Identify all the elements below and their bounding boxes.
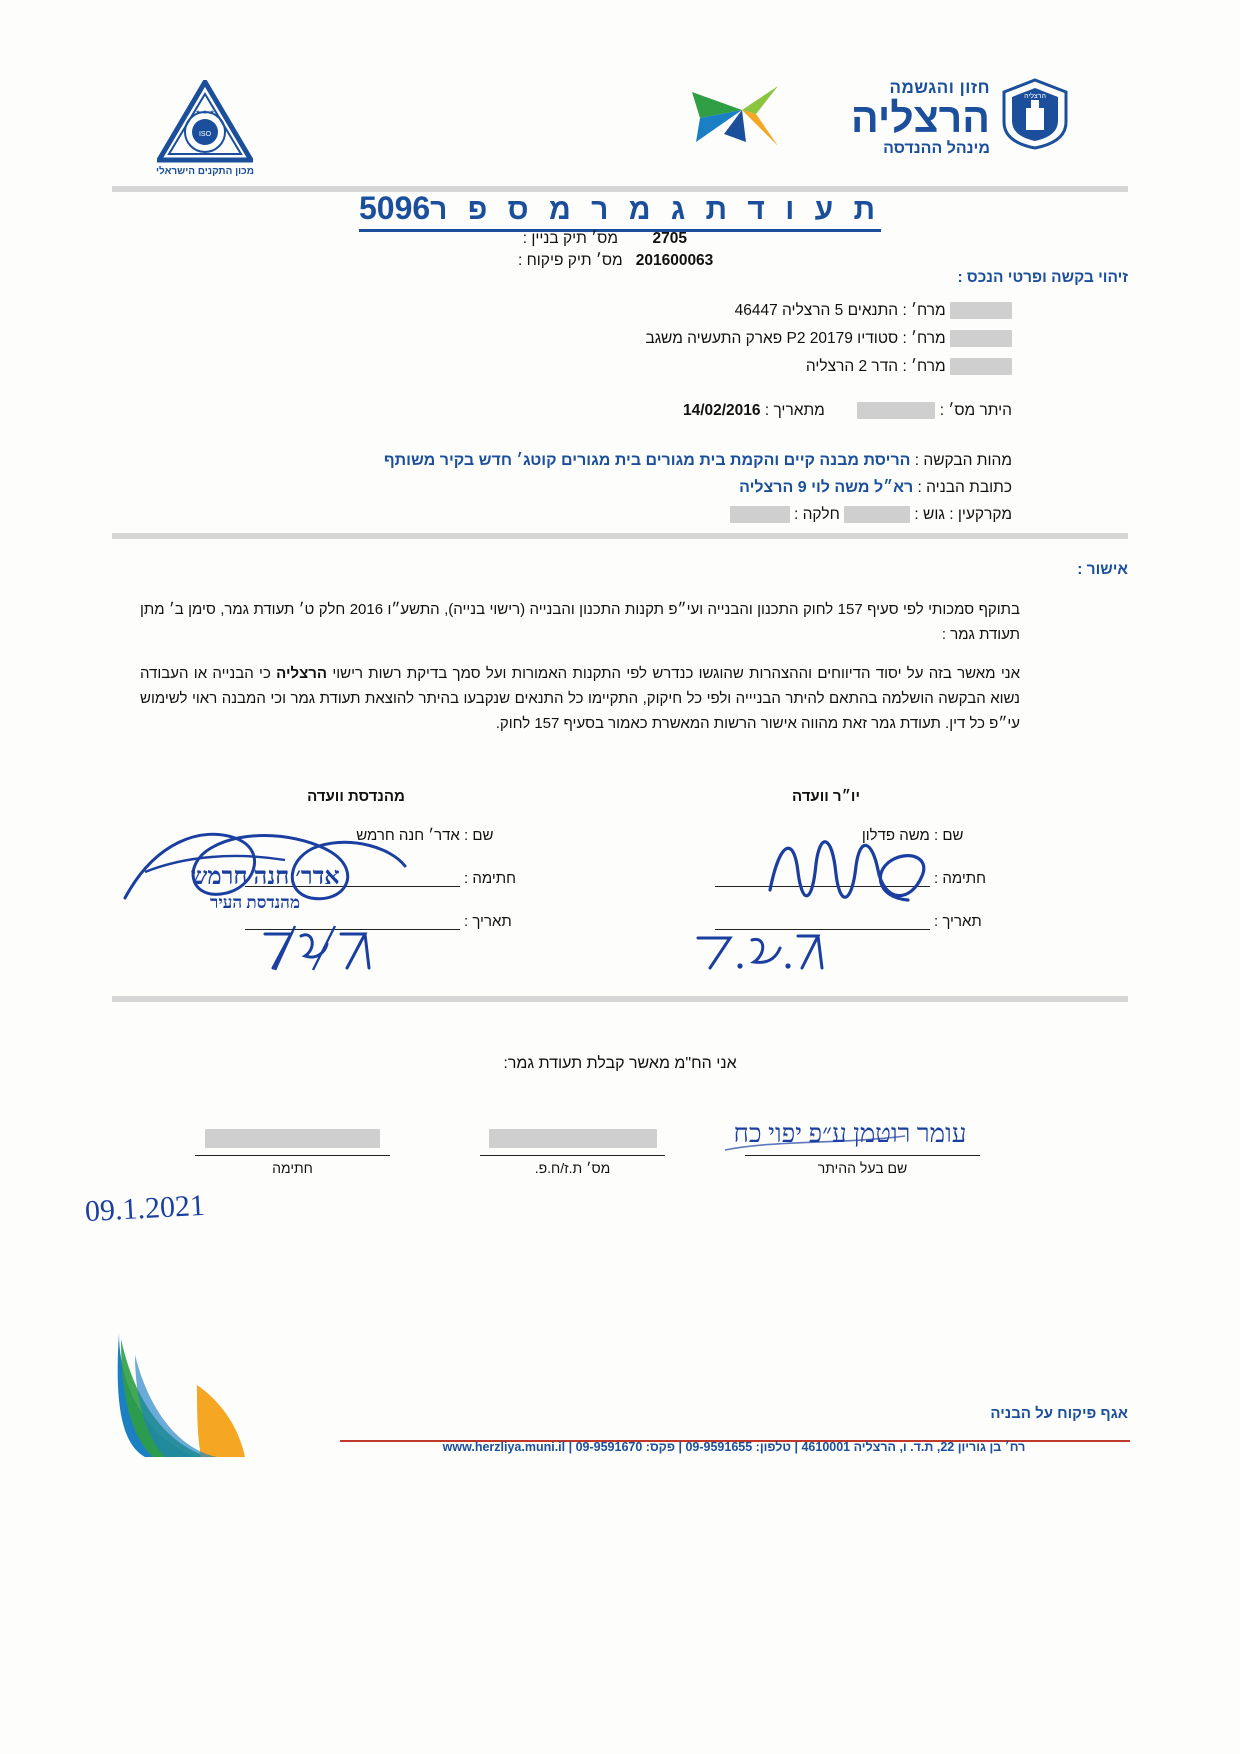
- engineer-signature-line[interactable]: [245, 872, 460, 887]
- chairman-date-row: [640, 913, 1012, 930]
- block-label: גוש :: [914, 506, 945, 523]
- municipality-division: מינהל ההנדסה: [883, 139, 990, 157]
- redaction-box: [950, 330, 1012, 347]
- engineer-date-label: תאריך :: [464, 913, 512, 930]
- page-title: [0, 190, 1240, 227]
- divider-bottom: [112, 996, 1128, 1002]
- permit-label: היתר מס׳ :: [939, 402, 1012, 419]
- identification-heading: זיהוי בקשה ופרטי הנכס :: [957, 269, 1128, 286]
- land-row: [0, 506, 1012, 524]
- request-nature-label: מהות הבקשה :: [914, 452, 1012, 469]
- receipt-id-field[interactable]: [480, 1125, 665, 1176]
- engineer-name-label: שם :: [464, 827, 494, 844]
- receipt-owner-line[interactable]: [745, 1125, 980, 1156]
- receipt-signature-field[interactable]: [195, 1125, 390, 1176]
- engineer-role: מהנדסת וועדה: [307, 788, 405, 805]
- svg-text:ISO: ISO: [198, 131, 212, 138]
- supervision-file-value: 201600063: [635, 252, 714, 269]
- building-file-line: [0, 230, 1240, 248]
- receipt-owner-label: שם בעל ההיתר: [817, 1160, 908, 1176]
- engineer-name-value: אדר׳ חנה חרמש: [356, 827, 460, 844]
- address-value-2: סטודיו P2 20179 פארק התעשיה משגב: [645, 330, 899, 347]
- engineer-date-row: [170, 913, 542, 930]
- footer-department: [0, 1405, 1128, 1422]
- approval-p2-part-b: כי הבנייה או העבודה נשוא הבקשה הושלמה בהתאם להיתר הבניייה ולפי כל חיקוק, התקיימו כל התנאים שנקבעו בהיתר להוצאת תעודת גמר וכי המבנה ראוי לשימוש עי״פ כל דין. תעודת גמר זאת מהווה אישור הרשות המאשרת כאמור בסעיף 157 לחוק.: [140, 665, 1020, 732]
- permit-date-label: מתאריך :: [764, 402, 825, 419]
- building-file-label: מס׳ תיק בניין :: [522, 230, 618, 247]
- address-row-1: [0, 302, 1012, 320]
- chairman-signature-line[interactable]: [715, 872, 930, 887]
- receipt-signature-label: חתימה: [272, 1160, 313, 1176]
- supervision-file-label: מס׳ תיק פיקוח :: [517, 252, 623, 269]
- building-address-row: [0, 479, 1012, 497]
- redaction-box: [950, 358, 1012, 375]
- block-redaction-box: [844, 506, 910, 523]
- receipt-signature-line[interactable]: [195, 1125, 390, 1156]
- svg-text:★ ★ ★: ★ ★ ★: [195, 110, 215, 116]
- footer-contact: רח׳ בן גוריון 22, ת.ד. ו, הרצליה 4610001 | טלפון: 09-9591655 | פקס: 09-9591670 | www.herzliya.muni.il: [442, 1440, 1026, 1454]
- address-value-1: התנאים 5 הרצליה 46447: [734, 302, 899, 319]
- engineer-signature-label: חתימה :: [464, 870, 516, 887]
- receipt-owner-field[interactable]: [745, 1125, 980, 1176]
- receipt-handwritten-date: 09.1.2021: [84, 1188, 206, 1229]
- municipality-name: הרצליה: [851, 95, 990, 141]
- chairman-role: יו״ר וועדה: [792, 788, 860, 805]
- chairman-date-line[interactable]: [715, 915, 930, 930]
- document-header: [0, 70, 1240, 190]
- signature-block-chairman: [640, 788, 1012, 956]
- address-label-1: מרח׳ :: [902, 302, 946, 319]
- parcel-label: חלקה :: [793, 506, 840, 523]
- request-nature-value: הריסת מבנה קיים והקמת בית מגורים בית מגורים קוטג׳ חדש בקיר משותף: [383, 452, 911, 469]
- municipality-seal-icon: [1000, 78, 1070, 150]
- approval-paragraph-1: בתוקף סמכותי לפי סעיף 157 לחוק התכנון והבנייה ועי״פ תקנות התכנון והבנייה (רישוי בנייה), התשע״ו 2016 חלק ט׳ תעודת גמר, סימן ב׳ מתן תעודת גמר :: [140, 601, 1020, 643]
- engineer-signature-row: [170, 870, 542, 887]
- herzliya-star-icon: [690, 84, 780, 150]
- supervision-file-line: [0, 252, 1240, 270]
- receipt-id-label: מס׳ ת.ז/ח.פ.: [534, 1160, 611, 1176]
- redaction-box: [205, 1129, 380, 1148]
- approval-city-name: הרצליה: [276, 665, 328, 682]
- page-title-text: ת ע ו ד ת ג מ ר מ ס פ ר: [430, 193, 881, 232]
- certificate-number: 5096: [359, 190, 430, 232]
- chairman-date-label: תאריך :: [934, 913, 982, 930]
- standards-institute-caption: מכון התקנים הישראלי: [156, 166, 254, 177]
- standards-institute-logo: [145, 80, 265, 177]
- address-value-3: הדר 2 הרצליה: [805, 358, 899, 375]
- municipality-logo: [690, 70, 1110, 180]
- redaction-box: [489, 1129, 657, 1148]
- building-file-value: 2705: [652, 230, 688, 247]
- svg-text:הרצליה: הרצליה: [1024, 93, 1046, 100]
- svg-text:אדר׳ חנה חרמש: אדר׳ חנה חרמש: [190, 864, 340, 890]
- permit-redaction-box: [857, 402, 935, 419]
- chairman-name-value: משה פדלון: [861, 827, 930, 844]
- standards-triangle-icon: [157, 80, 253, 164]
- address-label-3: מרח׳ :: [902, 358, 946, 375]
- footer-department-label: אגף פיקוח על הבניה: [990, 1405, 1128, 1422]
- chairman-signature-label: חתימה :: [934, 870, 986, 887]
- signature-block-engineer: [170, 788, 542, 956]
- address-row-3: [0, 358, 1012, 376]
- address-label-2: מרח׳ :: [902, 330, 946, 347]
- permit-row: [0, 402, 1012, 420]
- building-address-label: כתובת הבניה :: [917, 479, 1012, 496]
- receipt-id-line[interactable]: [480, 1125, 665, 1156]
- municipality-wordmark: [851, 78, 990, 158]
- approval-p2-part-a: אני מאשר בזה על יסוד הדיווחים וההצהרות שהוגשו כנדרש לפי התקנות האמורות ועל סמך בדיקת רשות רישוי: [327, 665, 1020, 682]
- chairman-name-row: [640, 827, 1012, 844]
- engineer-name-row: [170, 827, 542, 844]
- building-address-value: רא״ל משה לוי 9 הרצליה: [739, 479, 914, 496]
- approval-paragraph-2: [140, 662, 1020, 736]
- redaction-box: [950, 302, 1012, 319]
- engineer-date-line[interactable]: [245, 915, 460, 930]
- land-label: מקרקעין :: [949, 506, 1012, 523]
- parcel-redaction-box: [730, 506, 790, 523]
- receipt-statement: אני הח"מ מאשר קבלת תעודת גמר:: [503, 1055, 737, 1072]
- request-nature-row: [0, 452, 1012, 470]
- approval-heading: אישור :: [1077, 561, 1128, 578]
- municipality-tagline: חזון והגשמה: [889, 78, 990, 97]
- permit-date-value: 14/02/2016: [682, 402, 761, 419]
- divider-middle: [112, 533, 1128, 539]
- svg-text:עומר רוטמן ע״פ יפוי כח: עומר רוטמן ע״פ יפוי כח: [733, 1119, 967, 1148]
- chairman-signature-row: [640, 870, 1012, 887]
- svg-text:מהנדסת העיר: מהנדסת העיר: [209, 893, 301, 912]
- chairman-name-label: שם :: [934, 827, 964, 844]
- footer-logo-icon: [105, 1325, 285, 1465]
- address-row-2: [0, 330, 1012, 348]
